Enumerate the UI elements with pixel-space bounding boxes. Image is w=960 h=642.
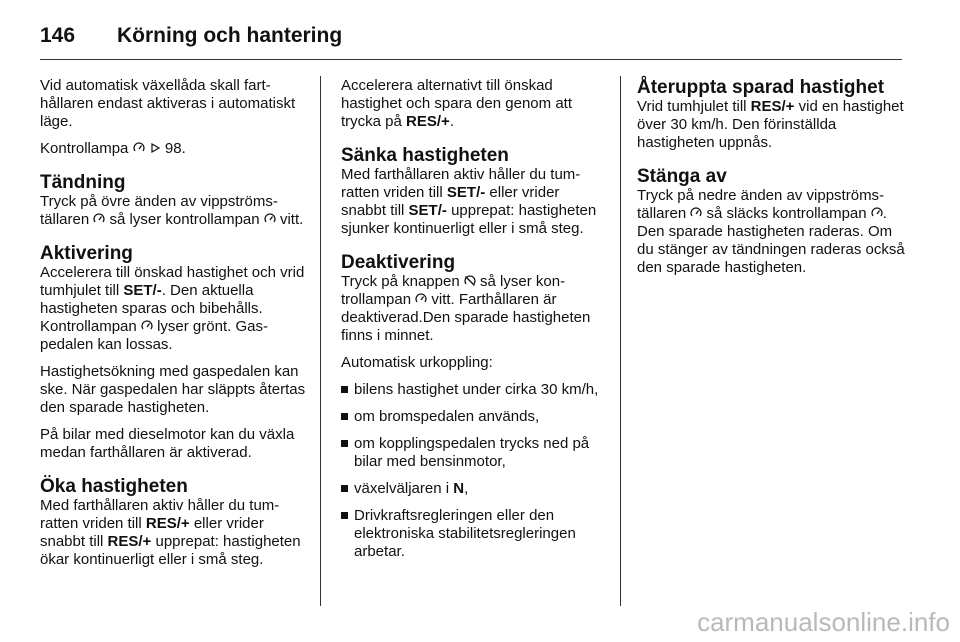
sanka-text: Med farthållaren aktiv håller du tumratten vriden till SET/- eller vrider snabbt till SET/- upprepat: hastigheten sjunker kontinuerligt eller i små steg. (341, 166, 597, 237)
column-2 (341, 77, 607, 570)
lamp-reference: Kontrollampa 98. (40, 140, 186, 157)
bullet-icon (341, 440, 348, 447)
cruise-control-lamp-icon (415, 293, 427, 305)
cruise-control-lamp-icon (133, 142, 145, 154)
chapter-title: Körning och hantering (117, 24, 343, 47)
acceleration-text: Hastighetsökning med gaspedalen kan ske. När gaspedalen har släppts återtas den sparade hastigheten. (40, 363, 306, 416)
list-item: växelväljaren i N, (341, 480, 607, 498)
diesel-text: På bilar med dieselmotor kan du växla medan farthållaren är aktiverad. (40, 426, 295, 461)
column-3 (637, 77, 905, 286)
bullet-icon (341, 512, 348, 519)
cruise-control-lamp-icon (871, 207, 883, 219)
heading-deaktivering: Deaktivering (341, 252, 456, 273)
column-divider-2 (620, 76, 621, 606)
tandning-text: Tryck på övre änden av vippströmställaren så lyser kontrollampan vitt. (40, 193, 304, 228)
cruise-control-lamp-icon (141, 320, 153, 332)
header-rule (40, 59, 902, 60)
bullet-icon (341, 386, 348, 393)
auto-disengage-list (341, 381, 607, 561)
heading-tandning: Tändning (40, 172, 126, 193)
cruise-control-lamp-icon (690, 207, 702, 219)
heading-sanka-hastigheten: Sänka hastigheten (341, 145, 509, 166)
list-item: bilens hastighet under cirka 30 km/h, (341, 381, 607, 399)
page-number: 146 (40, 24, 76, 47)
page-header (40, 18, 902, 60)
list-item: om bromspedalen används, (341, 408, 607, 426)
bullet-icon (341, 485, 348, 492)
heading-ateruppta: Återuppta sparad hastighet (637, 77, 885, 98)
deaktivering-text: Tryck på knappen så lyser kontrollampan vitt. Farthållaren är deaktiverad.Den sparade hastigheten finns i minnet. (341, 273, 591, 344)
oka-text: Med farthållaren aktiv håller du tumratten vriden till RES/+ eller vrider snabbt till RES/+ upprepat: hastigheten ökar kontinuerligt eller i små steg. (40, 497, 301, 568)
list-item: om kopplingspedalen trycks ned på bilar med bensinmotor, (341, 435, 607, 471)
heading-oka-hastigheten: Öka hastigheten (40, 476, 188, 497)
cruise-control-lamp-icon (93, 213, 105, 225)
alt-accelerate-text: Accelerera alternativt till önskad hastighet och spara den genom att trycka på RES/+. (341, 77, 572, 130)
page-reference-arrow-icon (149, 142, 161, 154)
bullet-icon (341, 413, 348, 420)
stanga-av-text: Tryck på nedre änden av vippströmställaren så släcks kontrollampan . Den sparade hastigheten raderas. Om du stänger av tändningen raderas också den sparade hastigheten. (637, 187, 905, 276)
cruise-control-lamp-icon (264, 213, 276, 225)
list-item: Drivkraftsregleringen eller den elektroniska stabilitetsregleringen arbetar. (341, 507, 607, 561)
watermark: carmanualsonline.info (697, 607, 950, 637)
column-divider-1 (320, 76, 321, 606)
column-1 (40, 77, 308, 578)
cruise-off-button-icon (464, 275, 476, 287)
ateruppta-text: Vrid tumhjulet till RES/+ vid en hastighet över 30 km/h. Den förinställda hastigheten uppnås. (637, 98, 904, 151)
intro-paragraph: Vid automatisk växellåda skall farthållaren endast aktiveras i automatiskt läge. (40, 77, 296, 130)
auto-disengage-label: Automatisk urkoppling: (341, 354, 493, 371)
heading-aktivering: Aktivering (40, 243, 133, 264)
heading-stanga-av: Stänga av (637, 166, 727, 187)
aktivering-text: Accelerera till önskad hastighet och vrid tumhjulet till SET/-. Den aktuella hastigheten sparas och bibehålls. Kontrollampan lyser grönt. Gaspedalen kan lossas. (40, 264, 305, 353)
